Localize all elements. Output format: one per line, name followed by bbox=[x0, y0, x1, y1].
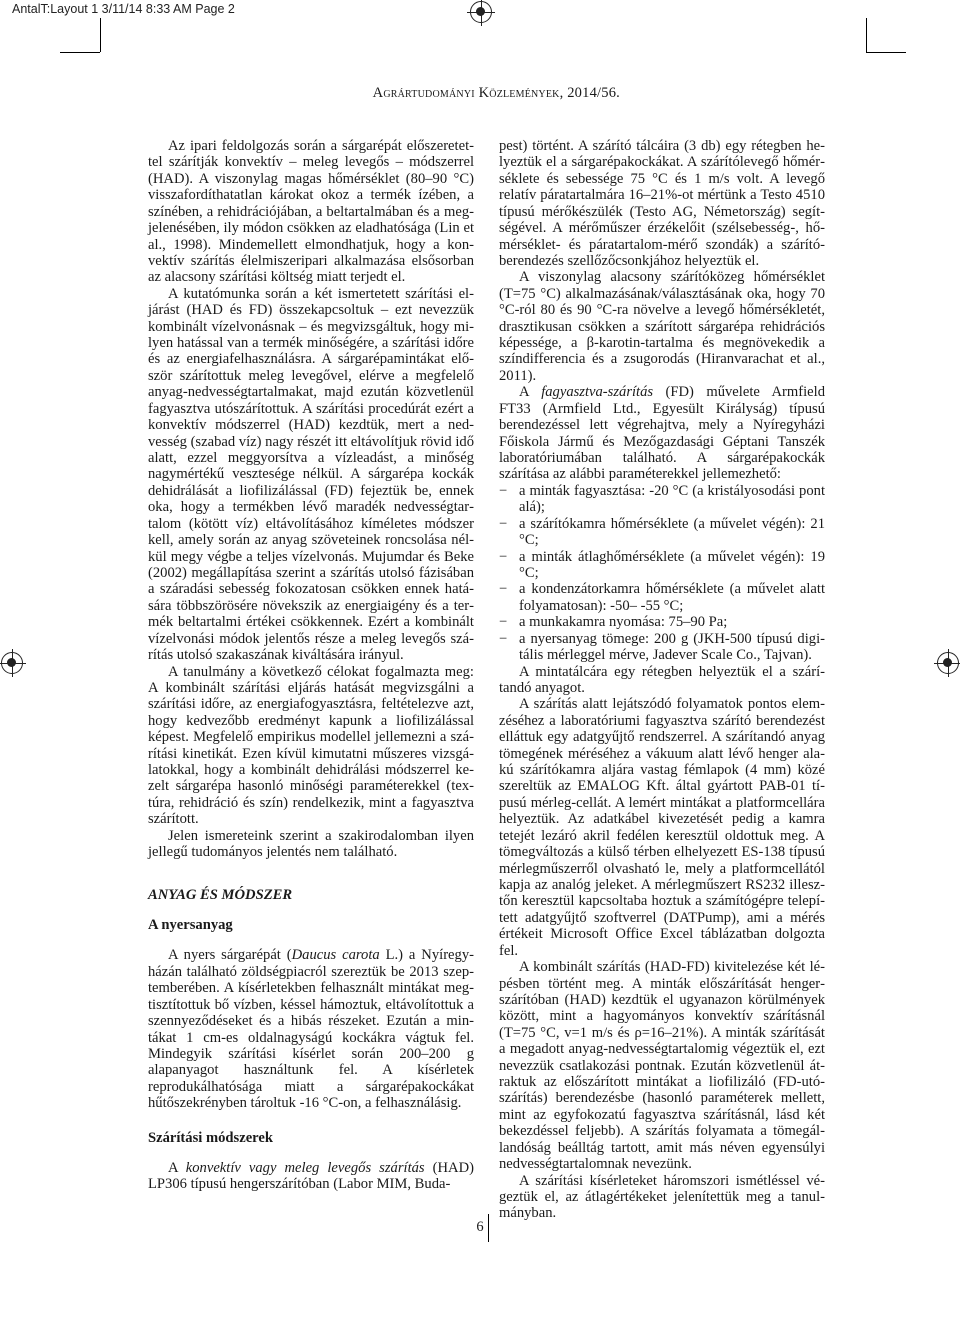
paragraph bbox=[499, 384, 825, 483]
paragraph: A viszonylag alacsony szárítóközeg hőmérséklet (T=75 °C) alkalmazásának/választásának oka, hogy 70 °C-ról 80 és 90 °C-ra növelve a levegő hőmérsékletét, drasztikusan csökken a szárított sárgarépa rehidrációs képessége, a β-karotin-tartalma és megnövekedik a színdifferencia és a zsugorodás (Hiranvarachat et al., 2011). bbox=[499, 269, 825, 384]
list-item bbox=[499, 483, 825, 516]
paragraph: A kombinált szárítás (HAD-FD) kivitelezése két lépésben történt meg. A minták előszárítását hengerszárítóban (HAD) kezdtük el ugyanazon körülmények között, mint a hagyományos konvektív szárításnál (T=75 °C, v=1 m/s és ρ=16–21%). A minták szárítását a megadott anyag-nedvességtartalomig végeztük el, ezt nevezzük csatlakozási pontnak. Ezután közvetlenül átraktuk az előszárított mintákat a liofilizáló (FD-utószárítás) berendezésbe (hasonló paraméterek mellett, mint az egyfokozatú fagyasztva szárításnál, lásd két bekezdéssel feljebb). A szárítás folyamata a tömegállandóság beálltág tartott, amit más néven egyensúlyi nedvességtartalomnak nevezünk. bbox=[499, 959, 825, 1173]
journal-running-header: Agrártudományi Közlemények, 2014/56. bbox=[372, 85, 620, 101]
crop-mark-top-left bbox=[100, 18, 101, 52]
page-number: 6 bbox=[476, 1219, 484, 1235]
right-column bbox=[499, 138, 825, 1222]
crop-mark-top-right-h bbox=[866, 52, 906, 53]
dash-bullet: − bbox=[499, 581, 508, 598]
species-name: Daucus carota bbox=[291, 947, 380, 964]
paragraph: A mintatálcára egy rétegben helyeztük el a szárítandó anyagot. bbox=[499, 663, 825, 696]
paragraph: Jelen ismereteink szerint a szakirodalomban ilyen jellegű tudományos jelentés nem található. bbox=[148, 827, 474, 861]
dash-bullet: − bbox=[499, 548, 508, 565]
text-run: A bbox=[519, 384, 542, 401]
dash-bullet: − bbox=[499, 630, 508, 647]
subsection-heading: Szárítási módszerek bbox=[148, 1129, 273, 1146]
paragraph: Az ipari feldolgozás során a sárgarépát előszeretettel szárítják konvektív – meleg levegős – módszerrel (HAD). A viszonylag magas hőmérséklet (80–90 °C) visszafordíthatatlan károkat okoz a termék ízében, a színében, a rehidrációjában, a beltartalmában és a megjelenésében, ily módon csökken az eladhatósága (Lin et al., 1998). Mindemellett elmondhatjuk, hogy a konvektív szárítás élelmiszeripari alkalmazása elsősorban az alacsony szárítási költség miatt terjedt el. bbox=[148, 138, 474, 286]
list-item bbox=[499, 614, 825, 630]
list-item-text: a minták átlaghőmérséklete (a művelet végén): 19 °C; bbox=[519, 548, 825, 581]
list-item bbox=[499, 549, 825, 582]
paragraph: A kutatómunka során a két ismertetett szárítási eljárást (HAD és FD) összekapcsoltuk – ezt nevezzük kombinált vízelvonásnak – és megvizsgáltuk, hogy milyen hatással van a termék minőségére, a szárítási időre és az energiafelhasználásra. A sárgarépamintákat először szárítottuk meleg levegővel, elérve a megfelelő anyag-nedvességtartalmakat, majd ezután közvetlenül fagyasztva utószárítottuk. A szárítási procedúrát ezért a konvektív módszerrel (HAD) kezdtük, mert a nedvesség (szabad víz) nagy részét itt eltávolítjuk rövid idő alatt, ezzel meggyorsítva a vízleadást, a minőség nagymértékű vesztesége nélkül. A sárgarépa kockák dehidrálását a liofilizálással (FD) fejeztük be, ennek oka, hogy a termékben lévő maradék nedvességtartalom (kötött víz) eltávolításához kíméletes módszer kell, amely során az anyag szöveteinek roncsolása nélkül megy végbe a teljes vízelvonás. Mujumdar és Beke (2002) megállapítása szerint a szárítás utolsó fázisában a száradási sebesség fokozatosan csökken ennek hatására többszörösére növekszik az energiaigény és a termék beltartalmi értékei csökkennek. Ezért a kombinált vízelvonási módok jelentős része a meleg levegős szárítás utolsó szakaszának kiváltására irányul. bbox=[148, 285, 474, 664]
left-column bbox=[148, 138, 474, 1193]
text-run: (HAD) LP306 típusú hengerszárítóban (Labor MIM, Buda- bbox=[148, 1160, 474, 1193]
text-run: A bbox=[168, 1160, 186, 1177]
crop-mark-top-right bbox=[866, 18, 867, 52]
paragraph: A szárítási kísérleteket háromszori ismétléssel végeztük el, az átlagértékeket jelenítettük meg a tanulmányban. bbox=[499, 1172, 825, 1222]
registration-mark-left-icon bbox=[1, 652, 23, 674]
section-heading: ANYAG ÉS MÓDSZER bbox=[148, 886, 293, 903]
paragraph bbox=[148, 1160, 474, 1193]
registration-mark-right-icon bbox=[937, 652, 959, 674]
dash-bullet: − bbox=[499, 482, 508, 499]
print-slug: AntalT:Layout 1 3/11/14 8:33 AM Page 2 bbox=[12, 2, 235, 16]
text-run: L.) a Nyíregyházán található zöldségpiacról szereztük be 2013 szeptemberében. A kísérletekben felhasznált mintákat megtisztítottuk bő vízben, késsel hámoztuk, eltávolítottuk a szennyeződéseket és a hibás részeket. Ezután a mintákat 1 cm-es oldalnagyságú kockákra vágtuk fel. Mindegyik szárítási kísérlet során 200–200 g alapanyagot használtunk fel. A kísérletek reprodukálhatósága miatt a sárgarépakockákat hűtőszekrényben tároltuk -16 °C-on, a felhasználásig. bbox=[148, 947, 475, 1112]
list-item bbox=[499, 581, 825, 614]
paragraph: A tanulmány a következő célokat fogalmazta meg: A kombinált szárítási eljárás hatását megvizsgálni a szárítási időre, az energiafogyasztásra, feltételezve azt, hogy kedvezőbb eredményt kapunk a liofilizálással képest. Megfelelő empirikus modellel jellemezni a szárítási kinetikát. Ezen kívül kimutatni műszeres vizsgálatokkal, hogy a kombinált dehidrálási módszerrel kezelt sárgarépa hasonló minőségi paraméterekkel (textúra, rehidráció és szín) rendelkezik, mint a fagyasztva szárított. bbox=[148, 663, 474, 828]
list-item-text: a minták fagyasztása: -20 °C (a kristályosodási pont alá); bbox=[519, 482, 825, 516]
dash-bullet: − bbox=[499, 614, 508, 631]
list-item-text: a szárítókamra hőmérséklete (a művelet végén): 21 °C; bbox=[519, 515, 825, 549]
text-run: (FD) művelete Armfield FT33 (Armfield Ltd., Egyesült Királyság) típusú berendezéssel lett végrehajtva, mely a Nyíregyházi Főiskola Jármű és Mezőgazdasági Géptani Tanszék laboratóriumában található. A sárgarépakockák szárítása az alábbi paraméterekkel jellemezhető: bbox=[499, 384, 825, 483]
registration-mark-top-icon bbox=[470, 1, 492, 23]
list-item bbox=[499, 516, 825, 549]
crop-mark-top-left-h bbox=[60, 52, 100, 53]
text-run: A nyers sárgarépát ( bbox=[168, 947, 292, 964]
dash-bullet: − bbox=[499, 515, 508, 532]
parameter-list bbox=[499, 483, 825, 664]
paragraph bbox=[148, 947, 474, 1111]
subsection-heading: A nyersanyag bbox=[148, 916, 233, 933]
emphasis: konvektív vagy meleg levegős szárítás bbox=[185, 1160, 425, 1177]
emphasis: fagyasztva-szárítás bbox=[541, 384, 654, 401]
list-item-text: a kondenzátorkamra hőmérséklete (a művelet alatt folyamatosan): -50– -55 °C; bbox=[519, 581, 825, 614]
paragraph: A szárítás alatt lejátszódó folyamatok pontos elemzéséhez a laboratóriumi fagyasztva szárító berendezést elláttuk egy adatgyűjtő rendszerrel. A szárítandó anyag tömegének méréséhez a vákuum alatt lévő henger alakú szárítókamra aljára vastag fémlapok (4 mm) közé szereltük az EMALOG Kft. által gyártott PAB-01 típusú mérleg-cellát. A lemért mintákat a platformcellára helyeztük. Az adatkábel kivezetését pedig a kamra tetejét lezáró akril fedélen keresztül oldottuk meg. A tömegváltozás a külső térben elhelyezett ES-138 típusú mérlegműszerről olvasható le, mely a platformcellától kapja az analóg jeleket. A mérlegműszert RS232 illesztőn keresztül kapcsoltaba hoztuk a számítógépre telepített adatgyűjtő szoftverrel (DATPump), ami a mérés értékeit Microsoft Office Excel táblázatban dolgozta fel. bbox=[499, 696, 825, 959]
list-item bbox=[499, 631, 825, 664]
list-item-text: a nyersanyag tömege: 200 g (JKH-500 típusú digitális mérleggel mérve, Jadever Scale Co., Tajvan). bbox=[519, 630, 825, 664]
list-item-text: a munkakamra nyomása: 75–90 Pa; bbox=[519, 614, 728, 631]
paragraph: pest) történt. A szárító tálcáira (3 db) egy rétegben helyeztük el a sárgarépakockákat. A szárítólevegő hőmérséklete és sebessége 75 °C és 1 m/s volt. A levegő relatív páratartalmára 16–21%-ot mértünk a Testo 4510 típusú mérőkészülék (Testo AG, Németország) segítségével. A mérőműszer érzékelőit (szélsebesség-, hőmérséklet- és páratartalom-mérő szondák) a szárítóberendezés szellőzőcsonkjához helyeztük el. bbox=[499, 138, 825, 269]
